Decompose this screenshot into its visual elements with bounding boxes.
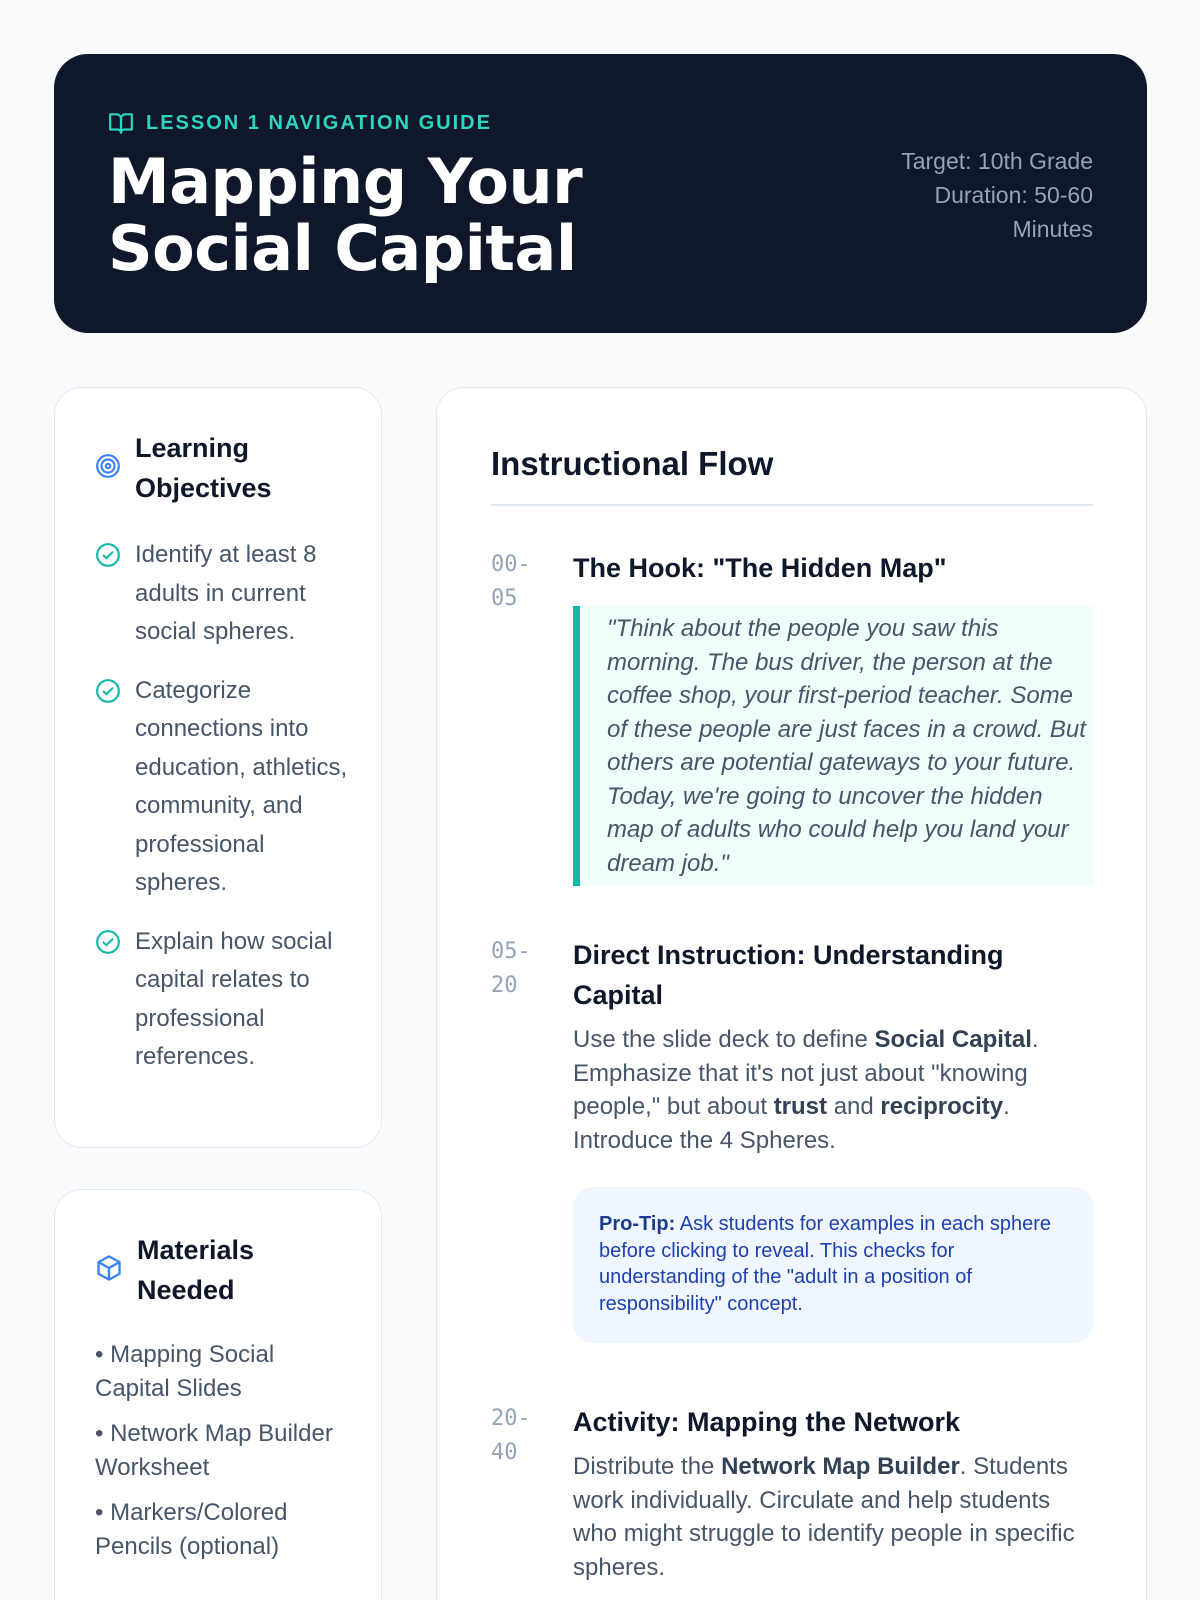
step-time — [491, 548, 551, 616]
target-grade: Target: 10th Grade — [901, 148, 1093, 174]
text-segment: . Introduce the 4 Spheres. — [573, 1093, 1010, 1154]
pro-tip-body: Ask students for examples in each sphere before clicking to reveal. This checks for understanding of the "adult in a position of responsibility" concept. — [599, 1213, 1052, 1315]
bold-term: reciprocity — [880, 1093, 1004, 1120]
pro-tip-text — [599, 1211, 1067, 1317]
text-segment: Use the slide deck to define — [573, 1026, 875, 1053]
time-start: 05- — [491, 939, 531, 964]
step-time — [491, 1402, 551, 1470]
step-description — [573, 1450, 1093, 1584]
time-end: 05 — [491, 586, 518, 611]
objectives-list — [95, 536, 355, 1097]
objectives-header — [95, 428, 295, 508]
materials-card — [54, 1189, 382, 1600]
check-circle-icon — [95, 536, 121, 652]
box-icon — [95, 1254, 123, 1287]
objectives-card — [54, 387, 382, 1148]
text-segment: . Emphasize that it's not just about "knowing people," but about — [573, 1026, 1039, 1120]
step-body — [573, 935, 1093, 1343]
time-end: 40 — [491, 1440, 518, 1465]
step-body — [573, 1402, 1093, 1584]
quote-text: "Think about the people you saw this morning. The bus driver, the person at the coffee shop, your first-period teacher. Some of these people are just faces in a crowd. But others are potential gateways to your future. Today, we're going to uncover the hidden map of adults who could help you land your dream job." — [607, 615, 1086, 877]
list-item — [95, 672, 355, 903]
bold-term: trust — [773, 1093, 828, 1120]
materials-heading: Materials Needed — [137, 1235, 255, 1305]
objective-text: Categorize connections into education, athletics, community, and professional spheres. — [135, 676, 348, 896]
materials-list — [95, 1338, 345, 1575]
lesson-kicker — [108, 110, 492, 136]
book-open-icon — [108, 110, 134, 136]
hook-quote — [573, 606, 1093, 886]
step-time — [491, 935, 551, 1003]
list-item: • Network Map Builder Worksheet — [95, 1420, 333, 1481]
check-circle-icon — [95, 923, 121, 1077]
objectives-heading: Learning Objectives — [135, 433, 272, 503]
step-title: Activity: Mapping the Network — [573, 1407, 961, 1437]
pro-tip-box — [573, 1187, 1093, 1343]
bold-term: Social Capital — [874, 1026, 1032, 1053]
check-circle-icon — [95, 672, 121, 903]
text-segment: Distribute the — [573, 1453, 722, 1480]
objective-text: Explain how social capital relates to professional references. — [135, 927, 333, 1070]
instructional-flow-card — [436, 387, 1147, 1600]
materials-header — [95, 1230, 277, 1310]
pro-tip-label: Pro-Tip: — [599, 1213, 676, 1235]
kicker-label: LESSON 1 NAVIGATION GUIDE — [146, 111, 492, 134]
step-body — [573, 548, 1093, 886]
time-end: 20 — [491, 973, 518, 998]
step-title: Direct Instruction: Understanding Capital — [573, 940, 1004, 1010]
step-title: The Hook: "The Hidden Map" — [573, 553, 947, 583]
target-icon — [95, 453, 121, 484]
objective-text: Identify at least 8 adults in current social spheres. — [135, 541, 317, 645]
list-item — [95, 923, 355, 1077]
step-description — [573, 1023, 1093, 1157]
duration: Duration: 50-60 Minutes — [934, 182, 1093, 242]
time-start: 00- — [491, 552, 531, 577]
text-segment: and — [827, 1093, 881, 1120]
list-item: • Mapping Social Capital Slides — [95, 1341, 275, 1402]
lesson-meta — [853, 144, 1093, 246]
page-title: Mapping Your Social Capital — [108, 145, 583, 285]
list-item — [95, 536, 355, 652]
text-segment: . Students work individually. Circulate and help students who might struggle to identify people in specific spheres. — [573, 1453, 1075, 1581]
bold-term: Network Map Builder — [721, 1453, 960, 1480]
flow-heading: Instructional Flow — [491, 444, 1093, 506]
lesson-header — [54, 54, 1147, 333]
list-item: • Markers/Colored Pencils (optional) — [95, 1499, 288, 1560]
time-start: 20- — [491, 1406, 531, 1431]
